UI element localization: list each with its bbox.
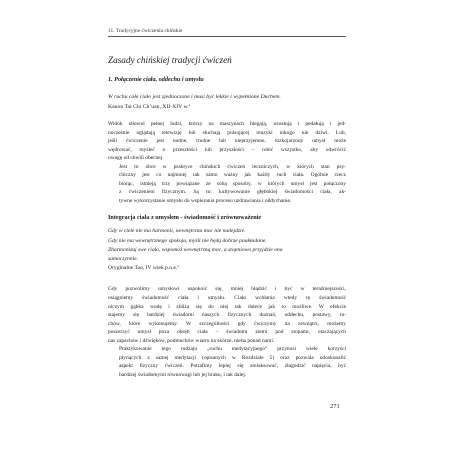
subsection-title-2: Integracja ciała z umysłem - świadomość i zrównoważenie [108,214,262,222]
text-line: Praktykowanie tego rodzaju „ruchu medytacyjnego” przynosi wiele korzyści [119,346,346,353]
text-line: uwagę od chwili obecnej. [108,155,164,162]
text-line: wędrować, myśleć o przeszłości lub przyszłości – robić wszystko, aby odwrócić [108,146,346,153]
paragraph-1 [108,120,346,163]
text-line: aspekt fizyczny ćwiczeń. Potrafimy lepiej się zrelaksować, złagodzić napięcia, być [119,363,346,370]
section-title: Zasady chińskiej tradycji ćwiczeń [108,55,232,65]
text-line: płynących z samej medytacji (opisanych w Rozdziale 5) oraz pozwala udoskonalić [119,354,346,361]
text-line: chiczny jest co najmniej tak samo ważny jak każdy ruch ciała. Ogólnie rzecz [119,172,346,179]
poem-source: Oryginalne Tao, IV wiek p.n.e.ª [108,265,179,272]
text-line: nas zapachów i dźwięków, podmuchów wiatru na skórze, nieba ponad nami. [108,337,275,344]
poem-line: Zharmonizuj swe ciało, wspomóż wewnętrzną moc, a stopniowo przyjdzie ona [108,246,283,253]
text-line: Jest to obce w praktyce chińskich ćwiczeń leczniczych, w których stan psy- [119,163,346,170]
poem-line: Gdy w ciele nie ma harmonii, wewnętrzna moc nie nadejdzie. [108,228,246,235]
motto-source: Kanon Tai Chi Ch’uan, XII-XIV w.ª [108,103,191,110]
running-head: 11. Tradycyjne ćwiczenia chińskie [108,28,346,37]
text-line: biorąc, istnieją trzy powiązane ze sobą sposoby, w których umysł jest połączony [119,180,346,187]
paragraph-3 [108,285,346,345]
subsection-title-1: 1. Połączenie ciała, oddechu i umysłu [108,76,204,83]
paragraph-2 [108,163,346,206]
page-number: 271 [330,403,340,410]
text-line: Widok siłowni pełnej ludzi, którzy na maszynach biegają, wiosłują i pedałują i jed- [108,121,346,127]
text-line: nocześnie oglądają telewizję lub słuchają pulsującej muzyki nikogo nie dziwi. Lub, [108,129,346,136]
text-line: z ćwiczeniem fizycznym. Są to: kultywowanie głębokiej świadomości ciała, ak- [119,189,346,196]
text-line: Gdy pozwolimy umysłowi uspokoić się, mniej błądzić i być w teraźniejszości, [108,286,346,293]
poem-quote [108,227,346,273]
motto-text: W ruchu całe ciało jest zjednoczone i musi być lekkie i wypełnione Duchem. [108,94,281,100]
text-line: stajemy się bardziej świadomi naszych fizycznych doznań, oddechu, postawy, ru- [108,312,346,319]
text-line: chów, które wykonujemy. W szczególności gdy ćwiczymy na zewnątrz, możemy [108,320,346,327]
text-line: poszerzyć umysł poza obręb ciała – świadomi ziemi pod stopami, otaczających [108,329,346,336]
poem-line: samoczynnie. [108,256,138,263]
text-line: jeśli ćwiczenie jest nudne, trudne lub nieprzyjemne, rozkojarzony umysł może [108,138,346,145]
book-page [108,28,346,446]
poem-line: Gdy nie ma wewnętrznego spokoju, myśli nie będą dobrze poukładane. [108,237,267,244]
motto [108,93,346,112]
text-line: tywne wykorzystanie umysłu do wspierania procesu uzdrawiania i oddychanie. [119,197,292,204]
text-line: niczym gąbka wodę i zbliża się do niej tak dalece jak to możliwe. W efekcie [108,303,346,310]
paragraph-4 [108,345,346,379]
text-line: bardziej świadomymi równowagi lub jej braku, i tak dalej. [119,371,247,378]
text-line: osiągniemy świadomość ciała i umysłu. Ciało wchłania wtedy tę świadomość [108,295,346,302]
